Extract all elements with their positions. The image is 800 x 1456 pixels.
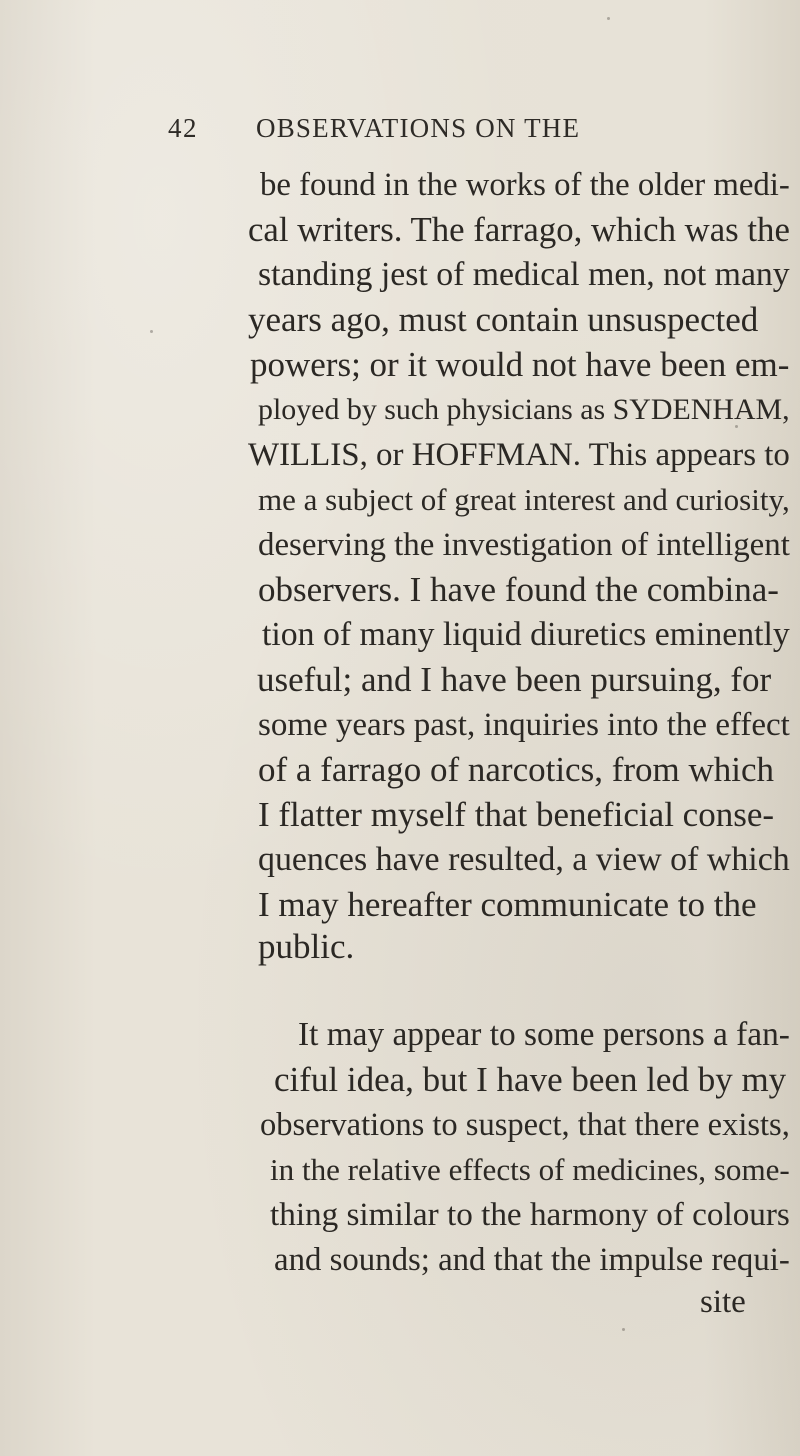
page-number: 42 xyxy=(168,113,198,143)
text-line: WILLIS, or HOFFMAN. This appears to xyxy=(248,437,790,473)
text-line: thing similar to the harmony of colours xyxy=(270,1196,790,1233)
paper-speck xyxy=(150,330,153,333)
text-line: observers. I have found the combina- xyxy=(258,570,779,609)
catchword: site xyxy=(700,1284,746,1320)
text-line: I may hereafter communicate to the xyxy=(258,885,757,924)
text-line: cal writers. The farrago, which was the xyxy=(248,210,790,249)
text-line: some years past, inquiries into the effect xyxy=(258,707,790,743)
text-line: I flatter myself that beneficial conse- xyxy=(258,795,775,834)
text-line: of a farrago of narcotics, from which xyxy=(258,750,775,789)
text-line: and sounds; and that the impulse requi- xyxy=(274,1242,790,1278)
text-line: ployed by such physicians as SYDENHAM, xyxy=(258,393,790,426)
text-line: me a subject of great interest and curiosity, xyxy=(258,482,790,517)
text-line: public. xyxy=(258,927,355,966)
text-line: tion of many liquid diuretics eminently xyxy=(262,616,790,653)
text-line: It may appear to some persons a fan- xyxy=(298,1016,790,1053)
text-line: quences have resulted, a view of which xyxy=(258,841,790,878)
running-head-title: OBSERVATIONS ON THE xyxy=(256,113,581,143)
text-line: in the relative effects of medicines, some- xyxy=(270,1152,790,1187)
running-head xyxy=(168,113,728,153)
text-line: powers; or it would not have been em- xyxy=(250,345,790,384)
paper-speck xyxy=(607,17,610,20)
text-line: observations to suspect, that there exists, xyxy=(260,1107,790,1143)
paper-speck xyxy=(622,1328,625,1331)
text-line: standing jest of medical men, not many xyxy=(258,256,790,293)
text-line: useful; and I have been pursuing, for xyxy=(257,660,772,699)
text-line: years ago, must contain unsuspected xyxy=(248,300,759,339)
text-line: be found in the works of the older medi- xyxy=(260,167,790,203)
text-line: ciful idea, but I have been led by my xyxy=(274,1060,787,1099)
paper-speck xyxy=(735,425,738,428)
text-line: deserving the investigation of intelligent xyxy=(258,527,790,563)
